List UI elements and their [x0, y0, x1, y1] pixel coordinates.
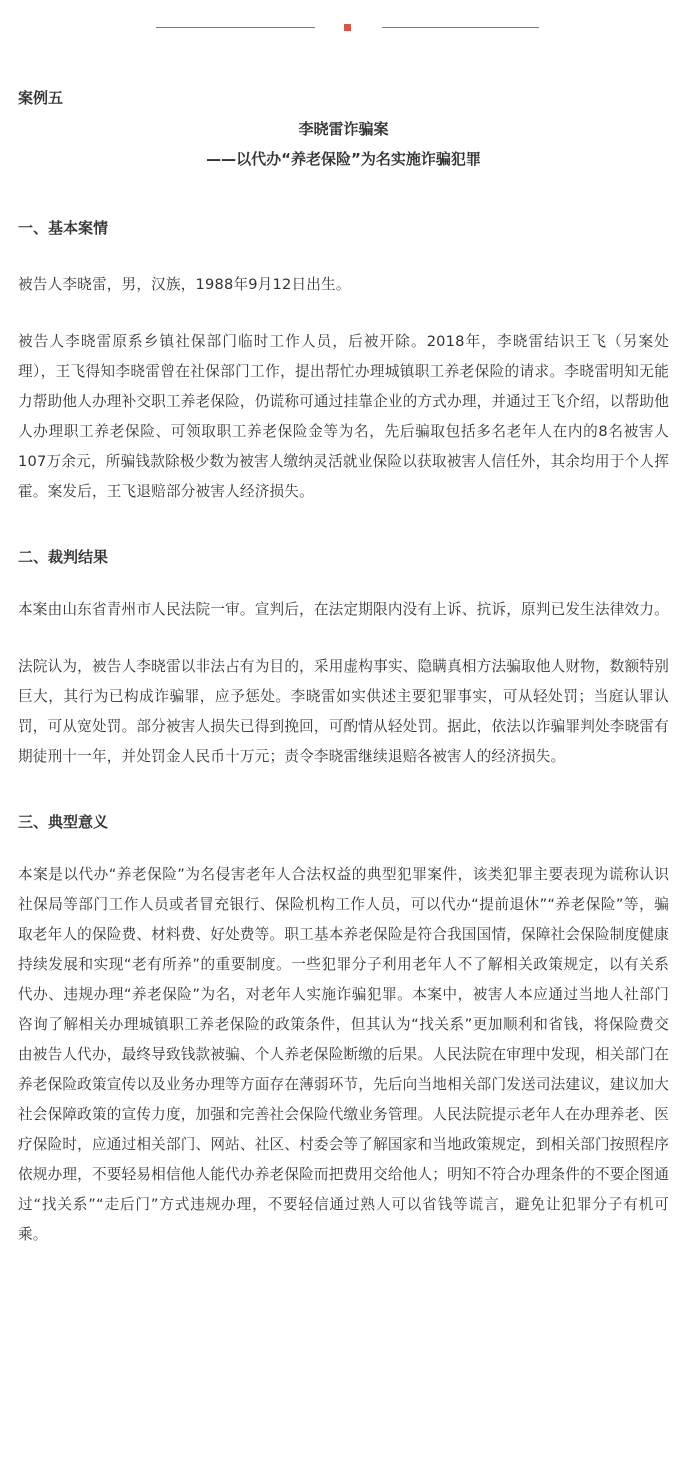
divider-square-icon — [344, 24, 351, 31]
paragraph-court-opinion: 法院认为，被告人李晓雷以非法占有为目的，采用虚构事实、隐瞒真相方法骗取他人财物，数额特别巨大，其行为已构成诈骗罪，应予惩处。李晓雷如实供述主要犯罪事实，可从轻处罚；当庭认罪认罚，可从宽处罚。部分被害人损失已得到挽回，可酌情从轻处罚。据此，依法以诈骗罪判处李晓雷有期徒刑十一年，并处罚金人民币十万元；责令李晓雷继续退赔各被害人的经济损失。 — [18, 658, 669, 765]
section-heading-significance: 三、典型意义 — [18, 813, 109, 831]
divider-line-right — [382, 27, 539, 28]
header-divider — [0, 0, 687, 58]
paragraph-trial: 本案由山东省青州市人民法院一审。宣判后，在法定期限内没有上诉、抗诉，原判已发生法律效力。 — [18, 601, 669, 618]
paragraph-significance: 本案是以代办“养老保险”为名侵害老年人合法权益的典型犯罪案件，该类犯罪主要表现为谎称认识社保局等部门工作人员或者冒充银行、保险机构工作人员，可以代办“提前退休”“养老保险”等，骗取老年人的保险费、材料费、好处费等。职工基本养老保险是符合我国国情，保障社会保险制度健康持续发展和实现“老有所养”的重要制度。一些犯罪分子利用老年人不了解相关政策规定，以有关系代办、违规办理“养老保险”为名，对老年人实施诈骗犯罪。本案中，被害人本应通过当地人社部门咨询了解相关办理城镇职工养老保险的政策条件，但其认为“找关系”更加顺利和省钱，将保险费交由被告人代办，最终导致钱款被骗、个人养老保险断缴的后果。人民法院在审理中发现，相关部门在养老保险政策宣传以及业务办理等方面存在薄弱环节，先后向当地相关部门发送司法建议，建议加大社会保障政策的宣传力度，加强和完善社会保险代缴业务管理。人民法院提示老年人在办理养老、医疗保险时，应通过相关部门、网站、社区、村委会等了解国家和当地政策规定，到相关部门按照程序依规办理，不要轻易相信他人能代办养老保险而把费用交给他人；明知不符合办理条件的不要企图通过“找关系”“走后门”方式违规办理，不要轻信通过熟人可以省钱等谎言，避免让犯罪分子有机可乘。 — [18, 866, 669, 1243]
divider-line-left — [156, 27, 315, 28]
section-heading-judgment: 二、裁判结果 — [18, 548, 109, 566]
title-block — [18, 118, 669, 170]
paragraph-case-facts: 被告人李晓雷原系乡镇社保部门临时工作人员，后被开除。2018年，李晓雷结识王飞（另案处理），王飞得知李晓雷曾在社保部门工作，提出帮忙办理城镇职工养老保险的请求。李晓雷明知无能力帮助他人办理补交职工养老保险，仍谎称可通过挂靠企业的方式办理，并通过王飞介绍，以帮助他人办理职工养老保险、可领取职工养老保险金等为名，先后骗取包括多名老年人在内的8名被害人107万余元，所骗钱款除极少数为被害人缴纳灵活就业保险以获取被害人信任外，其余均用于个人挥霍。案发后，王飞退赔部分被害人经济损失。 — [18, 333, 669, 500]
paragraph-defendant-info: 被告人李晓雷，男，汉族，1988年9月12日出生。 — [18, 276, 351, 293]
case-label: 案例五 — [18, 89, 64, 107]
case-title: 李晓雷诈骗案 — [298, 120, 389, 138]
case-subtitle: ——以代办“养老保险”为名实施诈骗犯罪 — [206, 150, 481, 168]
section-heading-basic: 一、基本案情 — [18, 219, 109, 237]
